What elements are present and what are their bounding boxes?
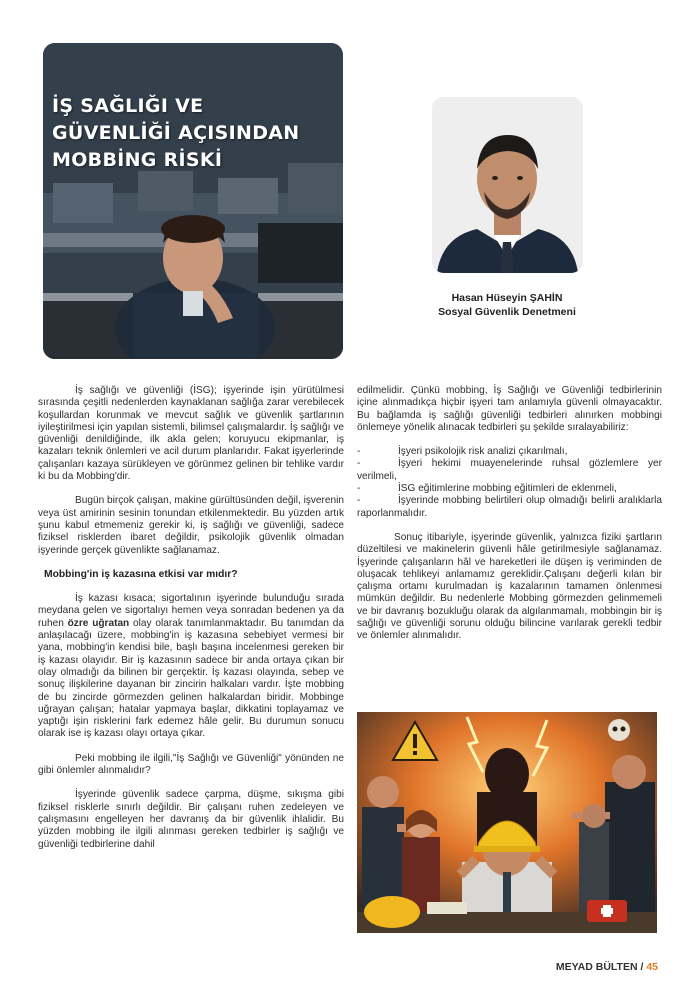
paragraph bbox=[38, 593, 344, 741]
list-item-text: İSG eğitimlerine mobbing eğitimleri de eklenmeli, bbox=[398, 483, 617, 495]
paragraph: Sonuç itibariyle, işyerinde güvenlik, yalnızca fiziki şartların düzeltilesi ve makinelerin güvenli hâle getirilmesiyle sağlanamaz. İşyerinde çalışanların hâl ve hareketleri ile düşen iş veriminden de oluşacak tehlikeyi anlamamız gereklidir.Çalışanı değerli kılan bir çalışma ortamı kurulmadan iş kazalarının tamamen önlenmesi mümkün değildir. Bu nedenlerle Mobbing görmezden gelinmemeli ve bir davranış bozukluğu olarak da algılanmamalı, mobbingin bir iş sağlığı ve güvenliği sorunu olduğu bilincine varılarak gerekli tedbir ve önlemler alınmalıdır. bbox=[357, 531, 662, 642]
mobbing-illustration bbox=[357, 712, 657, 933]
office-scene-illustration bbox=[43, 43, 343, 359]
article-title-line-2: GÜVENLİĞİ AÇISINDAN bbox=[52, 122, 300, 144]
page-number: 45 bbox=[646, 961, 658, 973]
paragraph: İş sağlığı ve güvenliği (İSG); işyerinde işin yürütülmesi sırasında çeşitli nedenlerden kaynaklanan sağlığa zarar verebilecek koşullardan korunmak ve mevcut sağlık ve güvenlik şartlarının iyileştirilmesi için yapılan sistemli, bilimsel çalışmalardır. İş sağlığı ve güvenliği denildiğinde, ilk akla gelen; koruyucu ekipmanlar, iş kazaları teknik önlemleri ve acil durum planlarıdır. Fakat işyerlerinde çalışanları kazaya sürükleyen ve görünmez gelinen bir tehlike vardır ki bu da Mobbing'dir. bbox=[38, 385, 344, 483]
paragraph: edilmelidir. Çünkü mobbing, İş Sağlığı ve Güvenliği tedbirlerinin içine alınmadıkça hiçbir işyeri tam anlamıyla güvenli olmayacaktır. Bu bağlamda iş sağlığı güvenliği tedbirleri alınırken mobbingi önlemeye yönelik alınacak tedbirleri şu şekilde sıralayabiliriz: bbox=[357, 385, 662, 433]
list-marker: - bbox=[357, 446, 361, 458]
article-title-line-3: MOBBİNG RİSKİ bbox=[52, 149, 223, 171]
stressed-worker-illustration bbox=[357, 712, 657, 933]
author-name: Hasan Hüseyin ŞAHİN bbox=[451, 292, 563, 304]
paragraph-text: olay olarak tanımlanmaktadır. Bu tanımdan da anlaşılacağı üzere, mobbing'in iş kazasına sebebiyet vermesi bir yana, mobbing'in kendisi bile, başlı başına incelenmesi gereken bir iş kazası olayıdır. Bir iş kazasının sadece bir anda ortaya çıkan bir olay olmadığı da bilinen bir gerçektir. İş kazası olayında, sebep ve sonuç ilişkilerine dayanan bir zincirin halkaları vardır. İşte mobbing de bu zincirde görmezden gelinen halkalardan biridir. Mobbinge uğrayan çalışan; hatalar yapmaya başlar, dikkatini toplayamaz ve yaptığı işin risklerini fark edemez hâle gelir. Bu durumun sonucu olarak ise iş kazası olayı ortaya çıkar. bbox=[38, 617, 345, 740]
text-column-left bbox=[38, 385, 344, 851]
list-item bbox=[357, 446, 662, 458]
article-title-line-1: İŞ SAĞLIĞI VE bbox=[52, 95, 204, 117]
section-heading: Mobbing'in iş kazasına etkisi var mıdır? bbox=[44, 568, 238, 580]
author-photo bbox=[432, 97, 583, 273]
text-column-right bbox=[357, 385, 662, 643]
list-item-text: İşyeri hekimi muayenelerinde ruhsal gözlemlere yer verilmeli, bbox=[357, 458, 662, 482]
list-item-text: İşyerinde mobbing belirtileri olup olmadığı belirli aralıklarla raporlanmalıdır. bbox=[357, 495, 662, 519]
list-marker: - bbox=[357, 458, 361, 470]
magazine-name: MEYAD BÜLTEN bbox=[555, 961, 638, 973]
list-item-text: İşyeri psikolojik risk analizi çıkarılmalı, bbox=[398, 446, 568, 458]
author-portrait bbox=[432, 97, 583, 273]
paragraph: İşyerinde güvenlik sadece çarpma, düşme, sıkışma gibi fiziksel risklerle sınırlı değildir. Bir çalışanı ruhen zedeleyen ve çalışmasını engelleyen her davranış da bir güvenlik ihlalidir. Bu yüzden mobbing ile ilgili alınması gereken tedbirler iş sağlığı ve güvenliği tedbirlerine dahil bbox=[38, 789, 344, 850]
paragraph-text: İş kazası kısaca; sigortalının işyerinde bulunduğu sırada meydana gelen ve sigortalıyı hemen veya sonradan bedenen ya da ruhen bbox=[38, 593, 344, 629]
bold-phrase: özre uğratan bbox=[67, 617, 130, 629]
author-title: Sosyal Güvenlik Denetmeni bbox=[438, 306, 576, 318]
footer-separator: / bbox=[637, 961, 647, 973]
hero-photo bbox=[43, 43, 343, 359]
list-item bbox=[357, 495, 662, 520]
list-marker: - bbox=[357, 483, 361, 495]
list-item bbox=[357, 458, 662, 483]
list-marker: - bbox=[357, 495, 361, 507]
list-item bbox=[357, 483, 662, 495]
paragraph: Peki mobbing ile ilgili,"İş Sağlığı ve Güvenliği" yönünden ne gibi önlemler alınmalıdır? bbox=[38, 752, 344, 777]
article-title bbox=[52, 93, 342, 174]
page-footer bbox=[556, 961, 658, 973]
paragraph: Bugün birçok çalışan, makine gürültüsünden değil, işverenin veya üst amirinin sesinin tonundan etkilenmektedir. Bu yüzden artık şunu kabul etmemeniz gerekir ki, iş sağlığı ve güvenliği, sadece fiziksel risklerden ibaret değildir, psikolojik güvenlik olmadan işyerinde gerçek güvenlikte sağlanamaz. bbox=[38, 495, 344, 556]
